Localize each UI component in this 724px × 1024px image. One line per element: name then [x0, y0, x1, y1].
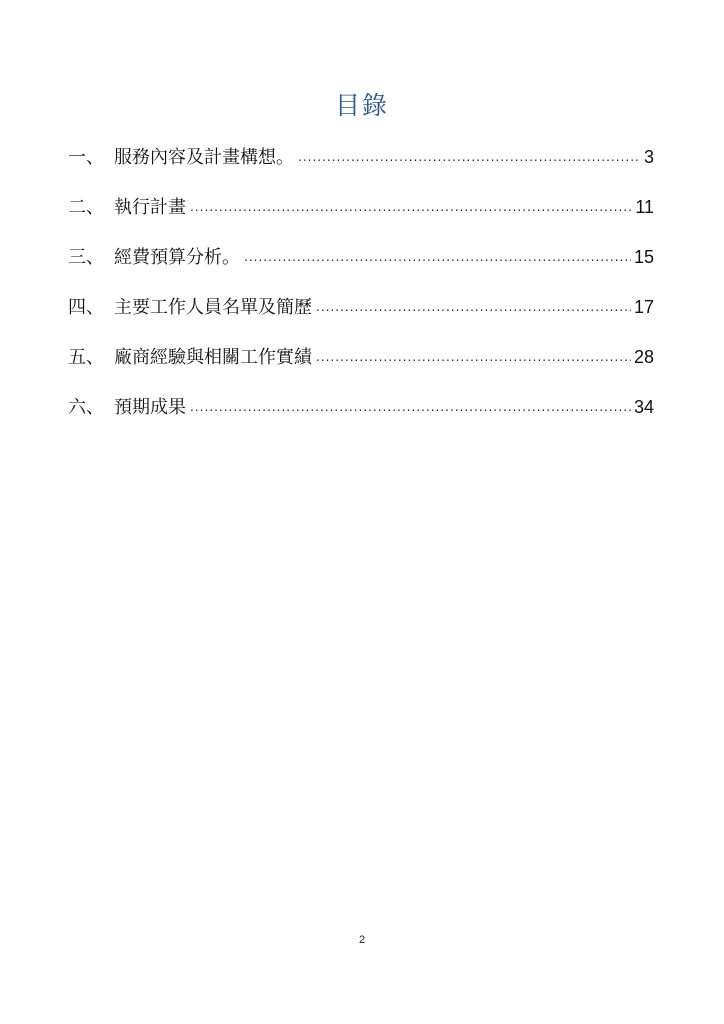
toc-entry-text: 執行計畫	[114, 197, 186, 218]
toc-entry-number: 五、	[68, 347, 104, 368]
toc-title: 目錄	[334, 91, 389, 120]
page-number: 2	[358, 934, 366, 946]
toc-entry-page: 17	[633, 297, 654, 317]
toc-entry[interactable]	[68, 342, 654, 392]
toc-entry-page: 15	[633, 247, 654, 267]
toc-entry-number: 二、	[68, 197, 104, 218]
toc-entry-number: 三、	[68, 247, 104, 268]
toc-dot-leader	[244, 242, 631, 272]
toc-entry[interactable]	[68, 242, 654, 292]
toc-entry-number: 一、	[68, 147, 104, 168]
toc-entry-number: 六、	[68, 397, 104, 418]
toc-entry-page: 34	[633, 397, 654, 417]
toc-entry-text: 廠商經驗與相關工作實績	[114, 347, 312, 368]
toc-dot-leader	[298, 142, 641, 172]
toc-entry-text: 服務內容及計畫構想。	[114, 147, 294, 168]
toc-entry[interactable]	[68, 292, 654, 342]
toc-dot-leader	[316, 342, 631, 372]
toc-entry-text: 預期成果	[114, 397, 186, 418]
toc-list	[68, 142, 654, 442]
toc-entry-page: 11	[635, 197, 654, 217]
toc-entry[interactable]	[68, 142, 654, 192]
toc-entry[interactable]	[68, 192, 654, 242]
toc-entry-page: 28	[633, 347, 654, 367]
toc-entry[interactable]	[68, 392, 654, 442]
toc-entry-number: 四、	[68, 297, 104, 318]
toc-dot-leader	[190, 392, 631, 422]
toc-dot-leader	[316, 292, 631, 322]
toc-entry-text: 經費預算分析。	[114, 247, 240, 268]
toc-dot-leader	[190, 192, 632, 222]
toc-entry-text: 主要工作人員名單及簡歷	[114, 297, 312, 318]
toc-entry-page: 3	[643, 147, 654, 167]
